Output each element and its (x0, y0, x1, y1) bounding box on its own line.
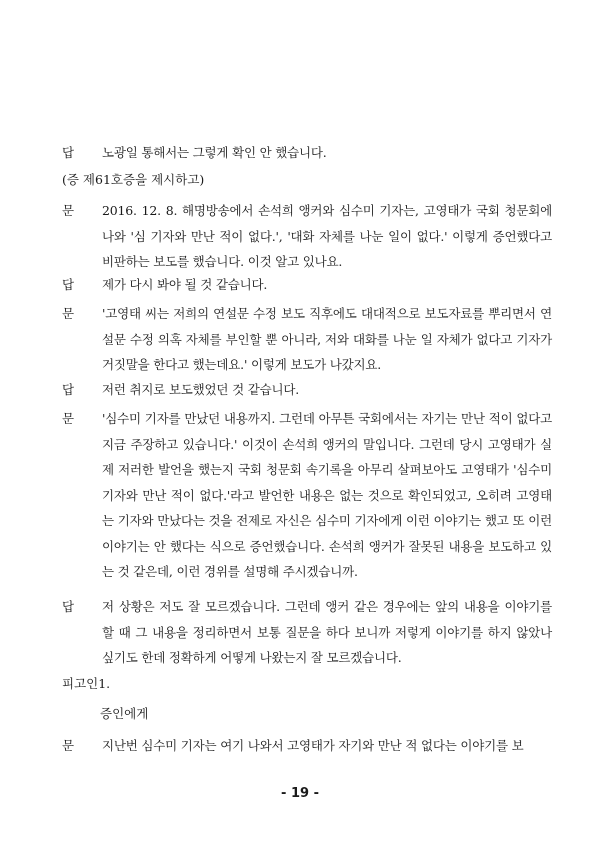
answer-text: 저 상황은 저도 잘 모르겠습니다. 그런데 앵커 같은 경우에는 앞의 내용을 이야기를 할 때 그 내용을 정리하면서 보통 질문을 하다 보니까 저렇게 이야기를 하지 않았나 싶기도 한데 정확하게 어떻게 나왔는지 잘 모르겠습니다. (102, 599, 552, 665)
question-text: 지난번 심수미 기자는 여기 나와서 고영태가 자기와 만난 적 없다는 이야기를 보 (102, 738, 524, 753)
question-block (62, 733, 552, 759)
defendant-label: 피고인1. (62, 676, 111, 691)
speaker-label: 문 (62, 411, 75, 426)
page-number: - 19 - (281, 786, 319, 801)
answer-block (62, 140, 552, 166)
to-witness-label: 증인에게 (100, 706, 149, 721)
speaker-label: 문 (62, 203, 75, 218)
speaker-label: 문 (62, 306, 75, 321)
question-text: '고영태 씨는 저희의 연설문 수정 보도 직후에도 대대적으로 보도자료를 뿌리면서 연설문 수정 의혹 자체를 부인할 뿐 아니라, 저와 대화를 나눈 일 자체가 없다고 기자가 거짓말을 한다고 했는데요.' 이렇게 보도가 나갔지요. (102, 306, 552, 372)
question-block (62, 301, 552, 378)
answer-block (62, 377, 552, 403)
answer-block (62, 272, 552, 298)
speaker-label: 답 (62, 145, 75, 160)
speaker-label: 답 (62, 277, 75, 292)
question-block (62, 406, 552, 585)
speaker-label: 답 (62, 599, 75, 614)
speaker-label: 문 (62, 738, 75, 753)
answer-text: 제가 다시 봐야 될 것 같습니다. (102, 277, 268, 292)
speaker-label: 답 (62, 382, 75, 397)
exhibit-note: (증 제61호증을 제시하고) (62, 172, 205, 187)
question-text: '심수미 기자를 만났던 내용까지. 그런데 아무튼 국회에서는 자기는 만난 적이 없다고 지금 주장하고 있습니다.' 이것이 손석희 앵커의 말입니다. 그런데 당시 고영태가 실제 저러한 발언을 했는지 국회 청문회 속기록을 아무리 살펴보아도 고영태가 '심수미 기자와 만난 적이 없다.'라고 발언한 내용은 없는 것으로 확인되었고, 오히려 고영태는 기자와 만났다는 것을 전제로 자신은 심수미 기자에게 이런 이야기는 했고 또 이런 이야기는 안 했다는 식으로 증언했습니다. 손석희 앵커가 잘못된 내용을 보도하고 있는 것 같은데, 이런 경위를 설명해 주시겠습니까. (102, 411, 552, 579)
answer-text: 노광일 통해서는 그렇게 확인 안 했습니다. (102, 145, 327, 160)
question-text: 2016. 12. 8. 해명방송에서 손석희 앵커와 심수미 기자는, 고영태가 국회 청문회에 나와 '심 기자와 만난 적이 없다.', '대화 자체를 나눈 일이 없다.' 이렇게 증언했다고 비판하는 보도를 했습니다. 이것 알고 있나요. (102, 203, 552, 269)
answer-text: 저런 취지로 보도했었던 것 같습니다. (102, 382, 299, 397)
question-block (62, 198, 552, 275)
answer-block (62, 594, 552, 671)
